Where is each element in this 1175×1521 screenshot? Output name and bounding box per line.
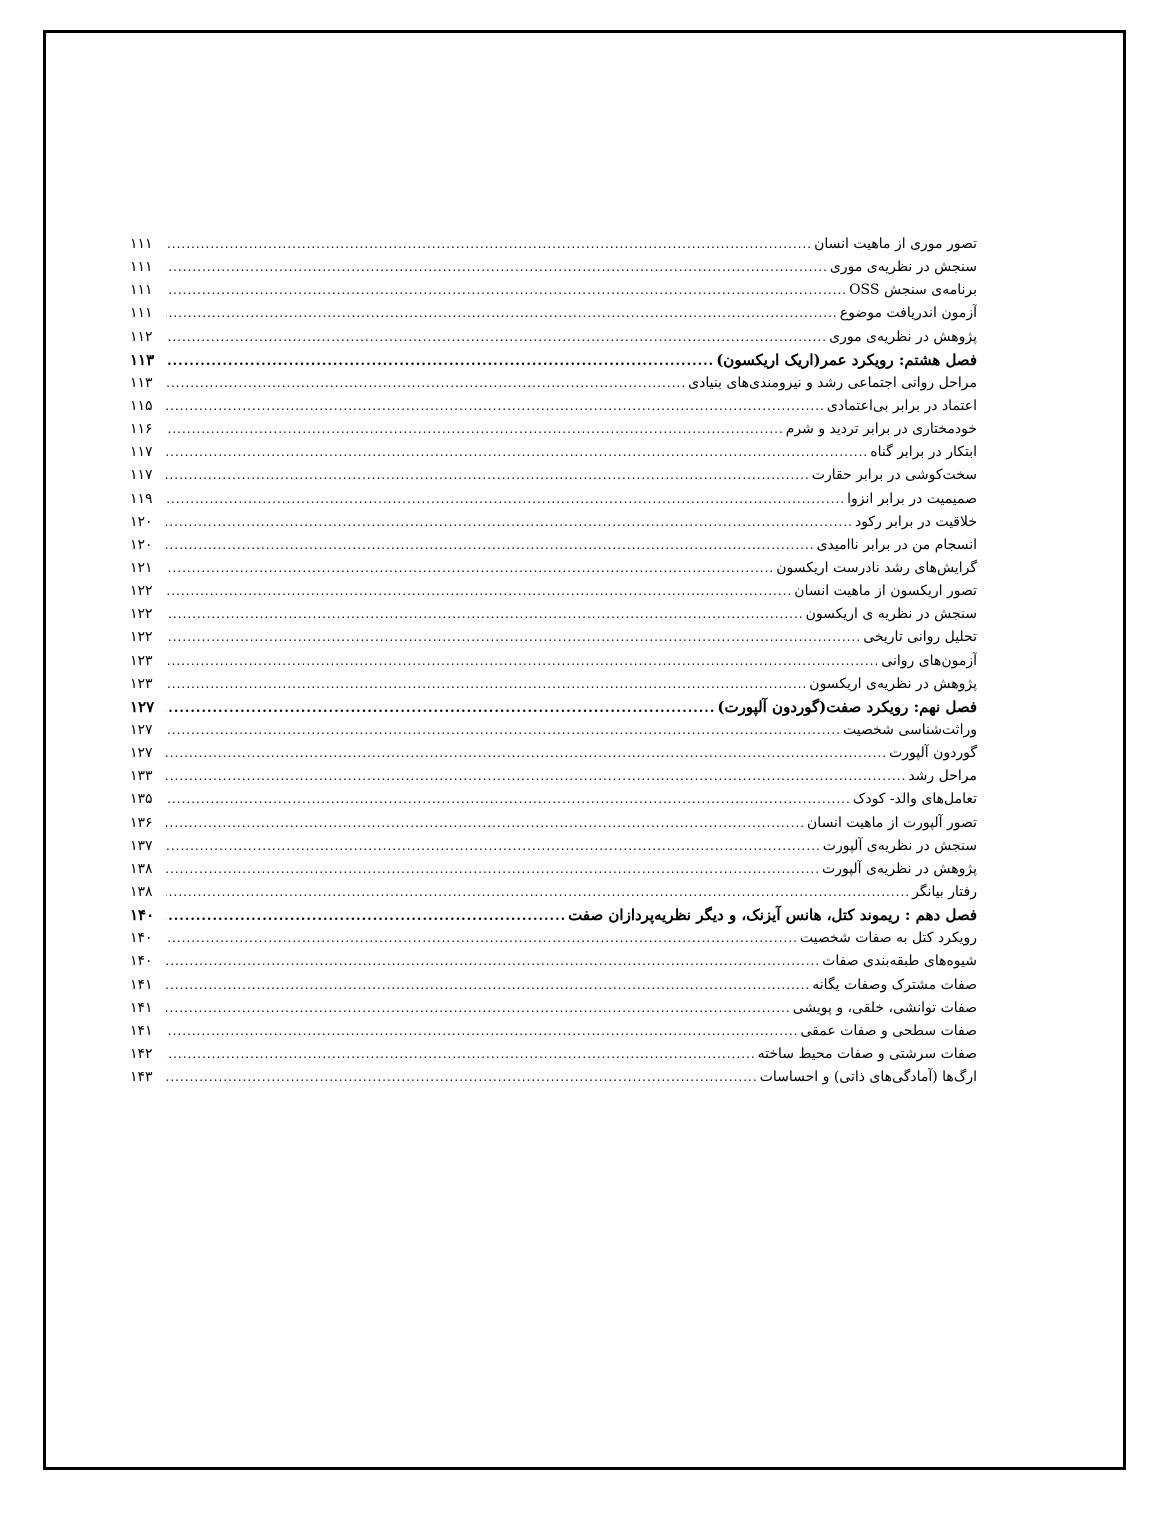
toc-entry-row xyxy=(130,279,977,302)
dot-leader xyxy=(166,950,820,973)
chapter-title: فصل دهم : ریموند کتل، هانس آیزنک، و دیگر نظریه‌پردازان صفت xyxy=(568,906,977,925)
dot-leader xyxy=(166,719,841,742)
page-number: ۱۱۱ xyxy=(130,259,153,276)
chapter-title: فصل هشتم: رویکرد عمر(اریک اریکسون) xyxy=(716,350,977,369)
toc-entry-row xyxy=(130,580,977,603)
page-number: ۱۲۲ xyxy=(130,629,153,646)
toc-entry-row xyxy=(130,974,977,997)
entry-title: پژوهش در نظریه‌ی اریکسون xyxy=(809,675,977,692)
dot-leader xyxy=(166,233,812,256)
dot-leader xyxy=(166,350,714,372)
dot-leader xyxy=(166,812,805,835)
chapter-title: فصل نهم: رویکرد صفت(گوردون آلپورت) xyxy=(717,697,977,716)
toc-entry-row xyxy=(130,534,977,557)
page-number: ۱۴۱ xyxy=(130,1022,153,1039)
page-number: ۱۲۰ xyxy=(130,513,153,530)
toc-entry-row xyxy=(130,673,977,696)
dot-leader xyxy=(166,418,784,441)
entry-title: تحلیل روانی تاریخی xyxy=(863,629,977,646)
page-number: ۱۲۳ xyxy=(130,675,153,692)
chapter-heading-row xyxy=(130,904,977,927)
dot-leader xyxy=(166,1043,756,1066)
toc-entry-row xyxy=(130,742,977,765)
dot-leader xyxy=(166,302,838,325)
dot-leader xyxy=(166,905,566,927)
toc-entry-row xyxy=(130,256,977,279)
dot-leader xyxy=(166,742,887,765)
entry-title: صفات مشترک وصفات یگانه xyxy=(812,976,977,993)
page-number: ۱۲۲ xyxy=(130,606,153,623)
entry-title: خلاقیت در برابر رکود xyxy=(854,513,977,530)
page-number: ۱۲۳ xyxy=(130,652,153,669)
dot-leader xyxy=(166,395,825,418)
page-number: ۱۴۰ xyxy=(130,930,153,947)
toc-entry-row xyxy=(130,511,977,534)
entry-title: تصور موری از ماهیت انسان xyxy=(814,236,977,252)
entry-title: صفات سطحی و صفات عمقی xyxy=(800,1022,977,1039)
entry-title: تصور اریکسون از ماهیت انسان xyxy=(794,583,977,600)
toc-entry-row xyxy=(130,626,977,649)
page-number: ۱۳۷ xyxy=(130,837,153,854)
toc-entry-row xyxy=(130,1043,977,1066)
page-number: ۱۱۹ xyxy=(130,490,153,507)
page-number: ۱۴۱ xyxy=(130,976,153,993)
page-number: ۱۱۱ xyxy=(130,282,153,299)
entry-title: مراحل روانی اجتماعی رشد و نیرومندی‌های بنیادی xyxy=(688,374,977,391)
toc-entry-row xyxy=(130,1020,977,1043)
dot-leader xyxy=(166,441,868,464)
dot-leader xyxy=(166,580,792,603)
page-number: ۱۴۲ xyxy=(130,1045,153,1062)
entry-title: اعتماد در برابر بی‌اعتمادی xyxy=(826,397,977,414)
dot-leader xyxy=(166,557,774,580)
entry-title: تصور آلپورت از ماهیت انسان xyxy=(807,814,977,831)
toc-entry-row xyxy=(130,302,977,325)
entry-title: خودمختاری در برابر تردید و شرم xyxy=(785,421,977,438)
toc-entry-row xyxy=(130,326,977,349)
page-number: ۱۴۳ xyxy=(130,1069,153,1086)
dot-leader xyxy=(166,326,827,349)
dot-leader xyxy=(166,534,815,557)
dot-leader xyxy=(166,673,807,696)
entry-title: پژوهش در نظریه‌ی آلپورت xyxy=(822,860,977,877)
page-number: ۱۲۲ xyxy=(130,583,153,600)
entry-title: سنجش در نظریه‌ی آلپورت xyxy=(822,837,977,854)
entry-title: سنجش در نظریه‌ی موری xyxy=(829,259,977,276)
entry-title: ابتکار در برابر گناه xyxy=(870,444,977,461)
dot-leader xyxy=(166,765,906,788)
dot-leader xyxy=(166,488,845,511)
page-number: ۱۳۳ xyxy=(130,768,153,785)
page-number: ۱۲۷ xyxy=(130,721,153,738)
toc-entry-row xyxy=(130,650,977,673)
dot-leader xyxy=(166,464,810,487)
page-number: ۱۲۰ xyxy=(130,536,153,553)
toc-entry-row xyxy=(130,765,977,788)
page-number: ۱۱۱ xyxy=(130,305,153,322)
page-number: ۱۴۱ xyxy=(130,999,153,1016)
entry-title: سخت‌کوشی در برابر حقارت xyxy=(811,467,977,484)
entry-title: ارگ‌ها (آمادگی‌های ذاتی) و احساسات xyxy=(759,1069,977,1086)
dot-leader xyxy=(166,881,910,904)
entry-title: گرایش‌های رشد نادرست اریکسون xyxy=(776,559,977,576)
toc-entry-row xyxy=(130,418,977,441)
toc-entry-row xyxy=(130,441,977,464)
page-number: ۱۲۷ xyxy=(130,697,155,716)
page-number: ۱۳۶ xyxy=(130,814,153,831)
dot-leader xyxy=(166,858,820,881)
page-number: ۱۱۷ xyxy=(130,444,153,461)
toc-entry-row xyxy=(130,881,977,904)
dot-leader xyxy=(166,626,861,649)
dot-leader xyxy=(166,256,828,279)
toc-entry-row xyxy=(130,835,977,858)
dot-leader xyxy=(166,927,798,950)
entry-title: رفتار بیانگر xyxy=(912,883,977,900)
page-number: ۱۱۱ xyxy=(130,236,153,252)
entry-title: تعامل‌های والد- کودک xyxy=(852,791,977,808)
dot-leader xyxy=(166,1020,798,1043)
dot-leader xyxy=(166,997,791,1020)
page-number: ۱۲۱ xyxy=(130,559,153,576)
entry-title: آزمون اندریافت موضوع xyxy=(839,305,977,322)
table-of-contents xyxy=(130,233,977,1089)
page-number: ۱۴۰ xyxy=(130,906,155,925)
toc-entry-row xyxy=(130,812,977,835)
dot-leader xyxy=(166,372,686,395)
entry-title: صفات سرشتی و صفات محیط ساخته xyxy=(757,1045,977,1062)
entry-title: مراحل رشد xyxy=(908,768,977,785)
chapter-heading-row xyxy=(130,349,977,372)
toc-entry-row xyxy=(130,950,977,973)
dot-leader xyxy=(166,974,810,997)
dot-leader xyxy=(166,697,715,719)
dot-leader xyxy=(166,511,853,534)
toc-entry-row xyxy=(130,719,977,742)
toc-entry-row xyxy=(130,233,977,256)
page-number: ۱۳۵ xyxy=(130,791,153,808)
entry-title: شیوه‌های طبقه‌بندی صفات xyxy=(822,953,977,970)
toc-entry-row xyxy=(130,557,977,580)
toc-entry-row xyxy=(130,372,977,395)
entry-title: آزمون‌های روانی xyxy=(881,652,977,669)
toc-entry-row xyxy=(130,395,977,418)
toc-entry-row xyxy=(130,464,977,487)
toc-entry-row xyxy=(130,927,977,950)
chapter-heading-row xyxy=(130,696,977,719)
entry-title: پژوهش در نظریه‌ی موری xyxy=(829,328,977,345)
page-number: ۱۱۳ xyxy=(130,374,153,391)
toc-entry-row xyxy=(130,488,977,511)
page-number: ۱۳۸ xyxy=(130,860,153,877)
dot-leader xyxy=(166,788,851,811)
entry-title: گوردون آلپورت xyxy=(889,745,977,762)
entry-title: انسجام من در برابر ناامیدی xyxy=(816,536,977,553)
page-number: ۱۴۰ xyxy=(130,953,153,970)
page-number: ۱۱۳ xyxy=(130,350,155,369)
toc-entry-row xyxy=(130,603,977,626)
dot-leader xyxy=(166,835,821,858)
page-number: ۱۱۷ xyxy=(130,467,153,484)
entry-title: وراثت‌شناسی شخصیت xyxy=(842,721,977,738)
dot-leader xyxy=(166,603,804,626)
entry-title: رویکرد کتل به صفات شخصیت xyxy=(799,930,977,947)
page-number: ۱۳۸ xyxy=(130,883,153,900)
entry-title: برنامه‌ی سنجش OSS xyxy=(849,282,977,299)
page-number: ۱۱۶ xyxy=(130,421,153,438)
toc-entry-row xyxy=(130,997,977,1020)
page-number: ۱۱۲ xyxy=(130,328,153,345)
dot-leader xyxy=(166,1066,758,1089)
toc-entry-row xyxy=(130,788,977,811)
toc-entry-row xyxy=(130,858,977,881)
toc-entry-row xyxy=(130,1066,977,1089)
dot-leader xyxy=(166,279,847,302)
entry-title: سنجش در نظریه ی اریکسون xyxy=(805,606,977,623)
page-number: ۱۲۷ xyxy=(130,745,153,762)
page-number: ۱۱۵ xyxy=(130,397,153,414)
dot-leader xyxy=(166,650,879,673)
entry-title: صمیمیت در برابر انزوا xyxy=(847,490,977,507)
entry-title: صفات توانشی، خلقی، و پویشی xyxy=(792,999,977,1016)
